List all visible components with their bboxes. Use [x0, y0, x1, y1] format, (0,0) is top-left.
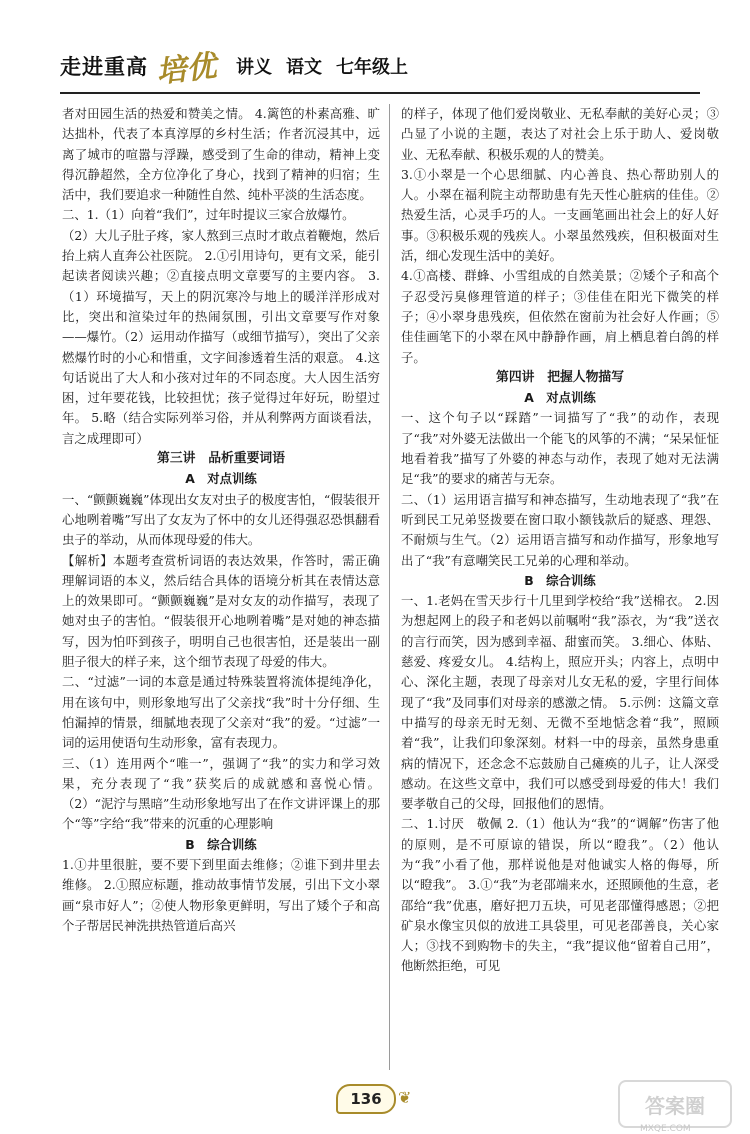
page-number: 136	[336, 1084, 396, 1114]
left-analysis: 【解析】本题考查赏析词语的表达效果，作答时，需正确理解词语的本义，然后结合具体的语境分析其在表情达意上的效果即可。“颤颤巍巍”是对女友的动作描写，表现了她对虫子的害怕。“假装很开心地咧着嘴”是对她的神态描写，因为怕吓到孩子，明明自己也很害怕，还是装出一副胆子很大的样子来，这个细节表现了母爱的伟大。	[62, 552, 380, 670]
right-para-7: 二、1.讨厌 敬佩 2.（1）他认为“我”的“调解”伤害了他的原则，是不可原谅的错误，所以“瞪我”。（2）他认为“我”小看了他，那样说他是对他诚实人格的侮辱，所以“瞪我”。 3.①“我”为老邵端来水，还照顾他的生意，老邵给“我”优惠，磨好把刀五块，可见老邵懂得感恩；②把矿泉水像宝贝似的放进工具袋里，可见老邵善良，关心家人；③找不到购物卡的失主，“我”提议他“留着自己用”，他断然拒绝，可见	[401, 816, 719, 974]
watermark-url: MXQE.COM	[640, 1124, 691, 1134]
left-para-3: （2）大儿子肚子疼，家人熬到三点时才敢点着鞭炮，然后抬上病人直奔公社医院。 2.①引用诗句，更有文采，能引起读者阅读兴趣；②直接点明文章要写的主要内容。 3.（1）环境描写，天上的阴沉寒冷与地上的暖洋洋形成对比，突出和渲染过年的热闹氛围，引出文章要写作对象——爆竹。（2）运用动作描写（或细节描写），突出了父亲燃爆竹时的小心和惜重，文字间渗透着生活的艰意。 4.这句话说出了大人和小孩对过年的不同态度。大人因生活穷困，过年要花钱，比较担忧；孩子觉得过年好玩，盼望过年。 5.略（结合实际列举习俗，并从利弊两方面谈看法，言之成理即可）	[62, 227, 380, 446]
right-para-1: 的样子，体现了他们爱岗敬业、无私奉献的美好心灵；③凸显了小说的主题，表达了对社会上乐于助人、爱岗敬业、无私奉献、积极乐观的人的赞美。	[401, 106, 719, 162]
section-a-heading-right: A 对点训练	[524, 390, 596, 406]
leaf-decoration-icon: ❦	[398, 1088, 412, 1107]
book-type: 讲义	[236, 57, 272, 78]
left-para-7: 1.①井里很脏，要不要下到里面去维修；②谁下到井里去维修。 2.①照应标题，推动故事情节发展，引出下文小翠画“泉市好人”；②使人物形象更鲜明，写出了矮个子和高个子帮居民神洗拱热管道后高兴	[62, 856, 380, 933]
watermark-logo: 答案圈	[618, 1080, 732, 1128]
section-b-heading-left: B 综合训练	[185, 836, 257, 852]
grade-label: 七年级上	[336, 57, 408, 78]
left-para-2: 二、1.（1）向着“我们”，过年时提议三家合放爆竹。	[62, 207, 355, 223]
brand-title: 走进重高	[60, 55, 148, 79]
left-para-5: 二、“过滤”一词的本意是通过特殊装置将流体提纯净化，用在该句中，则形象地写出了父亲找“我”时十分仔细、生怕漏掉的情景，细腻地表现了父亲对“我”的爱。“过滤”一词的运用使语句生动形象，富有表现力。	[62, 674, 380, 751]
section-a-heading-left: A 对点训练	[185, 471, 257, 487]
right-para-5: 二、（1）运用语言描写和神态描写，生动地表现了“我”在听到民工兄弟竖拨要在窗口取小额钱款后的疑惑、理怨、不耐烦与生气。（2）运用语言描写和动作描写，形象地写出了“我”有意嘲笑民工兄弟的心理和举动。	[401, 491, 719, 568]
left-para-1: 者对田园生活的热爱和赞美之情。 4.篱笆的朴素高雅、旷达拙朴，代表了本真淳厚的乡村生活；作者沉浸其中，远离了城市的喧嚣与浮躁，感受到了生命的律动，精神上变得沉静超然，全方位净化了身心，找到了精神的归宿；生活中，我们要追求一种随性自然、纯朴平淡的生活态度。	[62, 106, 380, 203]
left-column	[62, 104, 380, 936]
page-header	[60, 44, 700, 91]
lecture-4-heading: 第四讲 把握人物描写	[496, 369, 624, 385]
right-column	[401, 104, 719, 977]
column-divider	[389, 104, 390, 1070]
left-para-6: 三、（1）连用两个“唯一”，强调了“我”的实力和学习效果，充分表现了“我”获奖后的成就感和喜悦心情。（2）“泥泞与黑暗”生动形象地写出了在作文讲评课上的那个“等”字给“我”带来的沉重的心理影响	[62, 755, 380, 832]
left-para-4: 一、“颤颤巍巍”体现出女友对虫子的极度害怕，“假装很开心地咧着嘴”写出了女友为了怀中的女儿还得强忍恐惧翻看虫子的举动，从而体现母爱的伟大。	[62, 491, 380, 548]
logo-peiyou: 培优	[154, 48, 219, 91]
section-b-heading-right: B 综合训练	[524, 572, 596, 588]
subject-label: 语文	[286, 57, 322, 78]
right-para-2: 3.①小翠是一个心思细腻、内心善良、热心帮助别人的人。小翠在福利院主动帮助患有先天性心脏病的佳佳。②热爱生活，心灵手巧的人。一支画笔画出社会上的好人好事。③积极乐观的残疾人。小翠虽然残疾，但积极面对生活，细心发现生活中的美好。	[401, 166, 719, 264]
right-para-6: 一、1.老妈在雪天步行十几里到学校给“我”送棉衣。 2.因为想起网上的段子和老妈以前嘱咐“我”添衣，为“我”送衣的言行而笑，因为感到幸福、甜蜜而笑。 3.细心、体贴、慈爱、疼爱女儿。 4.结构上，照应开头；内容上，点明中心、深化主题，表现了母亲对儿女无私的爱，字里行间体现了“我”及同事们对母亲的感激之情。 5.示例：这篇文章中描写的母亲无时无刻、无微不至地惦念着“我”，照顾着“我”，让我们印象深刻。材料一中的母亲，虽然身患重病的情况下，还念念不忘鼓励自己瘫痪的儿子，让人深受感动。在这些文章中，我们可以感受到母爱的伟大！我们要孝敬自己的父母，回报他们的恩情。	[401, 593, 719, 812]
right-para-3: 4.①高楼、群蜂、小雪组成的自然美景；②矮个子和高个子忍受污臭修理管道的样子；③佳佳在阳光下微笑的样子；④小翠身患残疾，但依然在窗前为社会好人作画；⑤佳佳画笔下的小翠在风中静静作画，肩上栖息着白鸽的样子。	[401, 268, 719, 365]
lecture-3-heading: 第三讲 品析重要词语	[157, 451, 285, 467]
page-footer	[0, 1080, 750, 1134]
header-rule	[60, 92, 700, 94]
right-para-4: 一、这个句子以“踩踏”一词描写了“我”的动作，表现了“我”对外婆无法做出一个能飞的风筝的不满；“呆呆怔怔地看着我”描写了外婆的神态与动作，表现了她对无法满足“我”的要求的痛苦与无奈。	[401, 410, 719, 487]
